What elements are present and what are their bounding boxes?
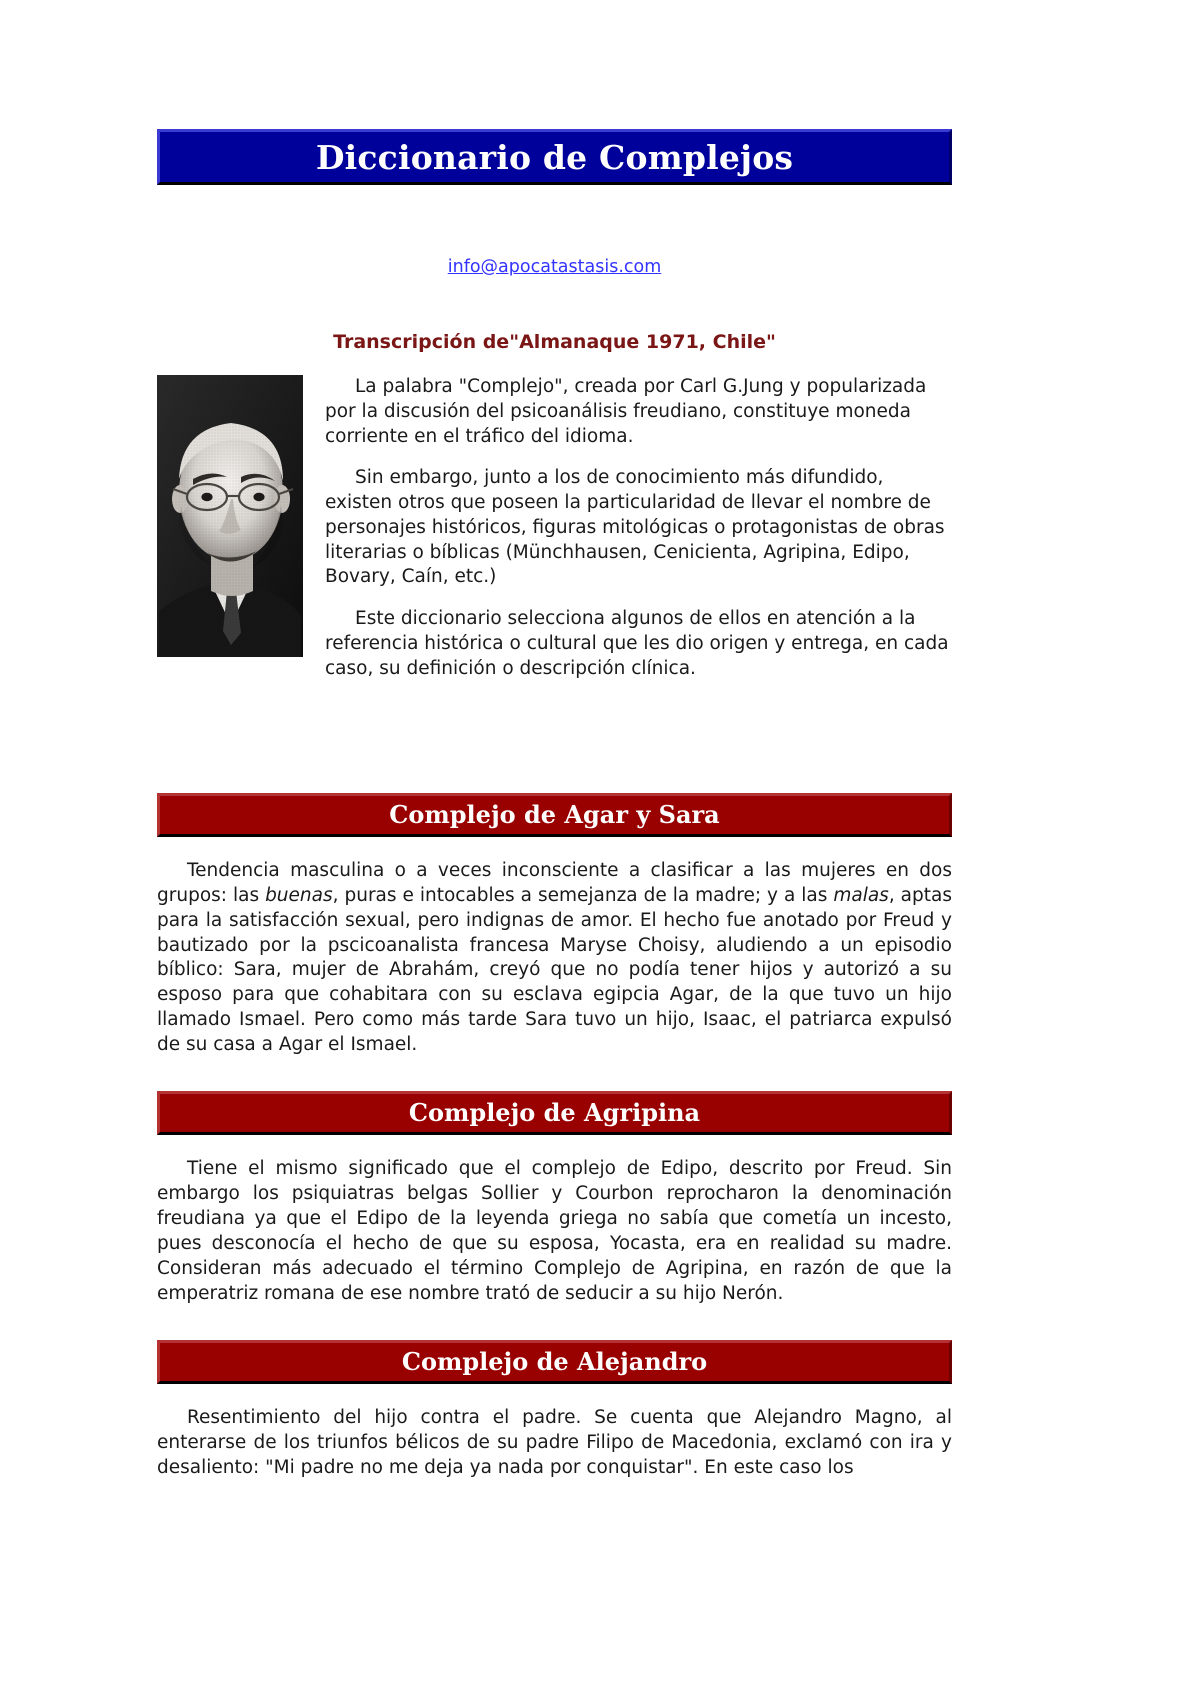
source-attribution: Transcripción de"Almanaque 1971, Chile" (333, 331, 776, 353)
section-heading: Complejo de Agripina (408, 1098, 701, 1128)
dictionary-entry (157, 793, 952, 1059)
body-text-part: , aptas para la satisfacción sexual, pero indignas de amor. El hecho fue anotado por Freud y bautizado por la pscicoanalista francesa Maryse Choisy, aludiendo a un episodio bíblico: Sara, mujer de Abrahám, creyó que no podía tener hijos y autorizó a su esposo para que cohabitara con su esclava egipcia Agar, de la que tuvo un hijo llamado Ismael. Pero como más tarde Sara tuvo un hijo, Isaac, el patriarca expulsó de su casa a Agar el Ismael. (157, 884, 952, 1056)
portrait-illustration (157, 375, 303, 657)
intro-paragraph: Sin embargo, junto a los de conocimiento más difundido, existen otros que poseen la particularidad de llevar el nombre de personajes históricos, figuras mitológicas o protagonistas de obras literarias o bíblicas (Münchhausen, Cenicienta, Agripina, Edipo, Bovary, Caín, etc.) (325, 467, 945, 588)
page-title: Diccionario de Complejos (315, 137, 794, 177)
emphasis-buenas: buenas (265, 884, 333, 906)
intro-paragraph: La palabra "Complejo", creada por Carl G.Jung y popularizada por la discusión del psicoanálisis freudiano, constituye moneda corriente en el tráfico del idioma. (325, 376, 927, 447)
section-body-agar-y-sara (157, 859, 952, 1059)
body-text-part: , puras e intocables a semejanza de la madre; y a las (332, 884, 834, 906)
section-header-agar-y-sara (157, 793, 952, 837)
dictionary-entry (157, 1340, 952, 1481)
section-header-agripina (157, 1091, 952, 1135)
section-heading: Complejo de Agar y Sara (389, 799, 720, 829)
source-attribution-row (157, 331, 952, 353)
document-content-column (157, 0, 952, 1481)
document-title-banner (157, 129, 952, 185)
emphasis-malas: malas (833, 884, 889, 906)
section-body-agripina: Tiene el mismo significado que el complejo de Edipo, descrito por Freud. Sin embargo los psiquiatras belgas Sollier y Courbon reprocharon la denominación freudiana ya que el Edipo de la leyenda griega no sabía que cometía un incesto, pues desconocía el hecho de que su esposa, Yocasta, era en realidad su madre. Consideran más adecuado el término Complejo de Agripina, en razón de que la emperatriz romana de ese nombre trató de seducir a su hijo Nerón. (157, 1158, 952, 1305)
section-header-alejandro (157, 1340, 952, 1384)
body-text-part: Tendencia masculina o a veces inconsciente a clasificar a las mujeres en dos grupos: las (157, 859, 952, 906)
contact-email-link[interactable]: info@apocatastasis.com (447, 257, 662, 277)
section-body-alejandro: Resentimiento del hijo contra el padre. Se cuenta que Alejandro Magno, al enterarse de los triunfos bélicos de su padre Filipo de Macedonia, exclamó con ira y desaliento: "Mi padre no me deja ya nada por conquistar". En este caso los (157, 1407, 952, 1479)
carl-jung-portrait-image (157, 375, 303, 657)
intro-paragraph: Este diccionario selecciona algunos de ellos en atención a la referencia histórica o cultural que les dio origen y entrega, en cada caso, su definición o descripción clínica. (325, 608, 949, 679)
section-heading: Complejo de Alejandro (401, 1347, 708, 1377)
dictionary-entry (157, 1091, 952, 1307)
introduction-block (157, 375, 952, 699)
contact-email-row (157, 257, 952, 277)
